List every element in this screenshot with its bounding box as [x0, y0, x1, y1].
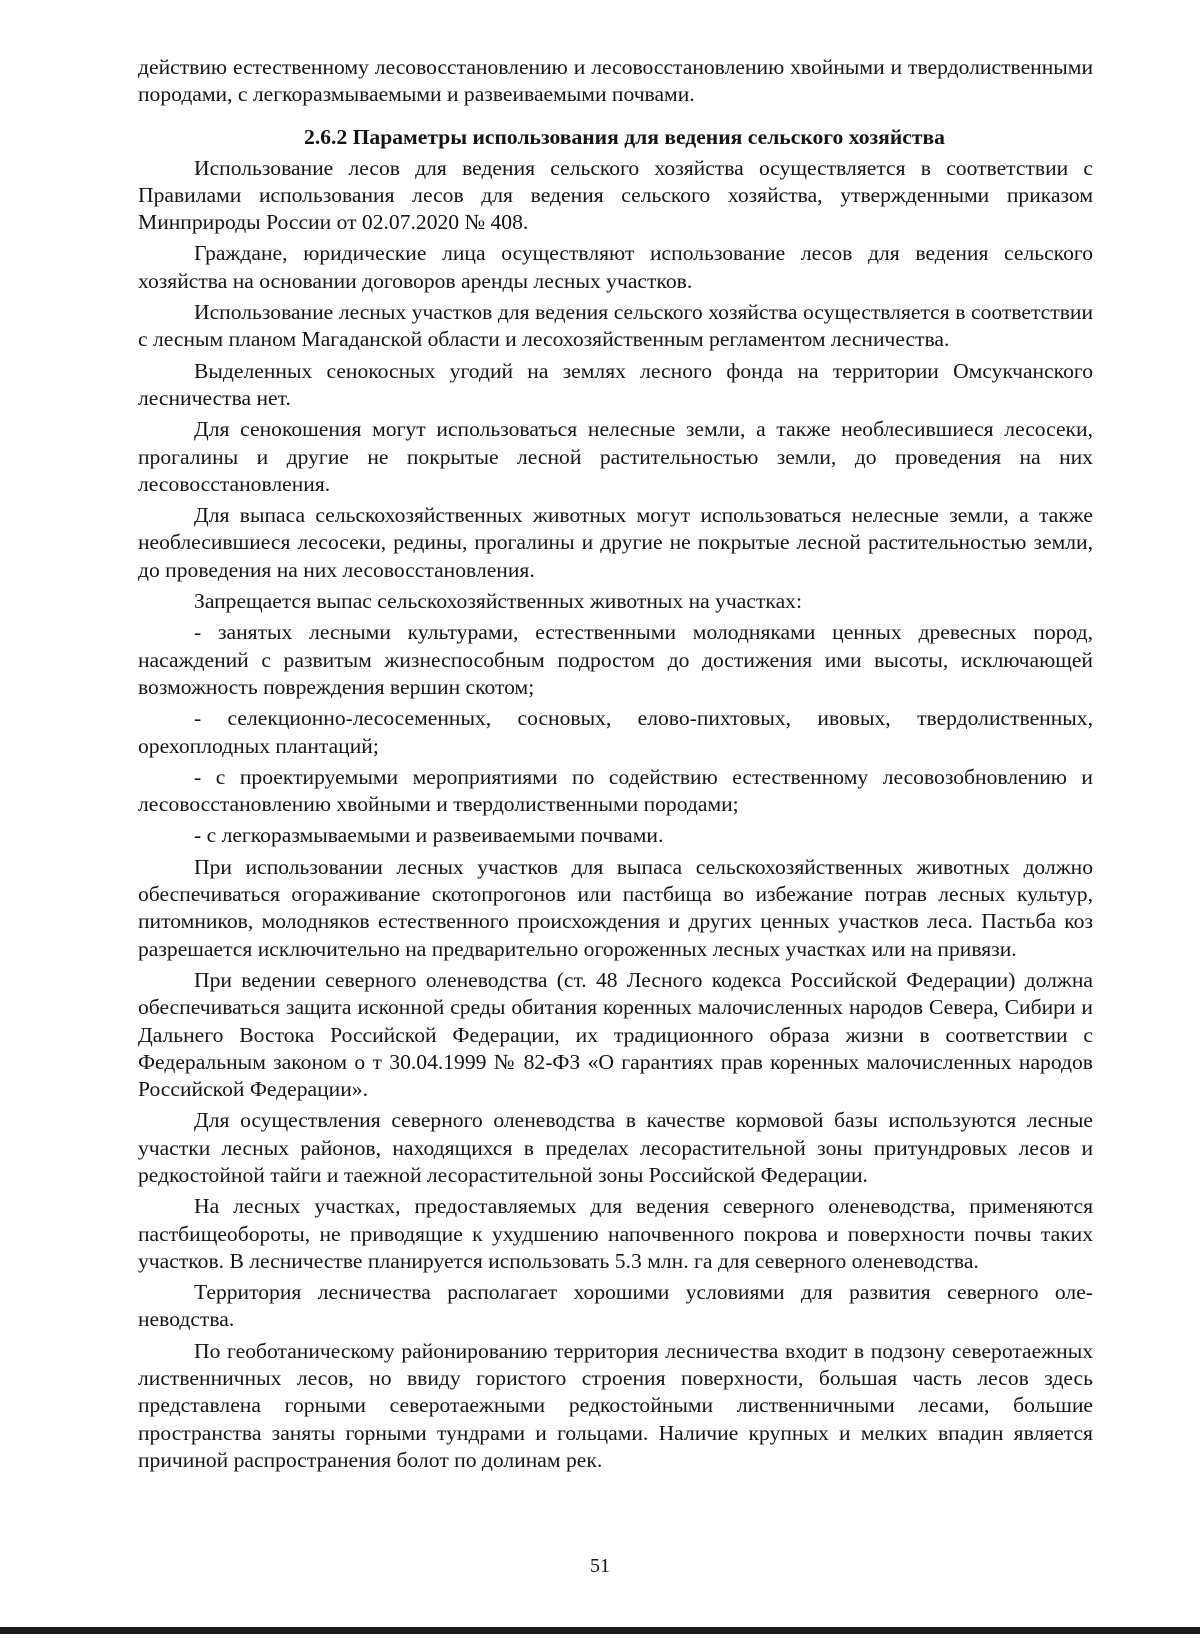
- paragraph: - селекционно-лесосеменных, сосновых, елово-пихтовых, ивовых, твердолиственных, орехоплодных плантаций;: [138, 706, 1093, 758]
- paragraph: По геоботаническому районированию территория лесничества входит в подзону северотаежных лиственничных лесов, но ввиду гористого строения поверхности, большая часть лесов здесь представлена горными северотаежными редкостойными лиственничными лесами, большие пространства заняты горными тундрами и гольцами. Наличие крупных и мелких впадин является причиной распространения болот по долинам рек.: [138, 1338, 1093, 1472]
- paragraph: - с проектируемыми мероприятиями по содействию естественному лесовозобновлению и лесовосстановлению хвойными и твердолиственными породами;: [138, 764, 1093, 817]
- paragraph: Запрещается выпас сельскохозяйственных животных на участках:: [194, 589, 802, 614]
- paragraph: Территория лесничества располагает хорошими условиями для развития северного оленеводства.: [138, 1280, 1093, 1332]
- paragraph: Использование лесов для ведения сельского хозяйства осуществляется в соответствии с Правилами использования лесов для ведения сельского хозяйства, утвержденными приказом Минприроды России от 02.07.2020 № 408.: [138, 155, 1093, 235]
- document-page: [138, 54, 1093, 1478]
- section-heading: 2.6.2 Параметры использования для ведения сельского хозяйства: [304, 124, 945, 149]
- paragraph: - с легкоразмываемыми и развеиваемыми почвами.: [194, 823, 664, 848]
- paragraph: Выделенных сенокосных угодий на землях лесного фонда на территории Омсукчанского лесничества нет.: [138, 358, 1093, 410]
- paragraph: действию естественному лесовосстановлению и лесовосстановлению хвойными и твердолиственными породами, с легкоразмываемыми и развеиваемыми почвами.: [138, 55, 1093, 107]
- paragraph: - занятых лесными культурами, естественными молодняками ценных древесных пород, насаждений с развитым жизнеспособным подростом до достижения ими высоты, исключающей возможность повреждения вершин скотом;: [138, 620, 1093, 699]
- paragraph: При ведении северного оленеводства (ст. 48 Лесного кодекса Российской Федерации) должна обеспечиваться защита исконной среды обитания коренных малочисленных народов Севера, Сибири и Дальнего Востока Российской Федерации, их традиционного образа жизни в соответствии с Федеральным законом о т 30.04.1999 № 82-ФЗ «О гарантиях прав коренных малочисленных народов Российской Федерации».: [138, 967, 1093, 1102]
- paragraph: Для осуществления северного оленеводства в качестве кормовой базы используются лесные участки лесных районов, находящихся в пределах лесорастительной зоны притундровых лесов и редкостойной тайги и таежной лесорастительной зоны Российской Федерации.: [138, 1108, 1093, 1187]
- paragraph: Для выпаса сельскохозяйственных животных могут использоваться нелесные земли, а также необлесившиеся лесосеки, редины, прогалины и другие не покрытые лесной растительностью земли, до проведения на них лесовосстановления.: [138, 503, 1093, 582]
- paragraph: Использование лесных участков для ведения сельского хозяйства осуществляется в соответствии с лесным планом Магаданской области и лесохозяйственным регламентом лесничества.: [138, 300, 1093, 352]
- bottom-rule: [0, 1627, 1200, 1634]
- paragraph: Для сенокошения могут использоваться нелесные земли, а также необлесившиеся лесосеки, прогалины и другие не покрытые лесной растительностью земли, до проведения на них лесовосстановления.: [138, 417, 1093, 496]
- page-number: 51: [590, 1555, 610, 1577]
- paragraph: Граждане, юридические лица осуществляют использование лесов для ведения сельского хозяйства на основании договоров аренды лесных участков.: [138, 241, 1093, 293]
- paragraph: При использовании лесных участков для выпаса сельскохозяйственных животных должно обеспечиваться огораживание скотопрогонов или пастбища во избежание потрав лесных культур, питомников, молодняков естественного происхождения и других ценных участков леса. Пастьба коз разрешается исключительно на предварительно огороженных лесных участках или на привязи.: [138, 854, 1093, 961]
- paragraph: На лесных участках, предоставляемых для ведения северного оленеводства, применяются пастбищеобороты, не приводящие к ухудшению напочвенного покрова и поверхности почвы таких участков. В лесничестве планируется использовать 5.3 млн. га для северного оленеводства.: [138, 1194, 1093, 1273]
